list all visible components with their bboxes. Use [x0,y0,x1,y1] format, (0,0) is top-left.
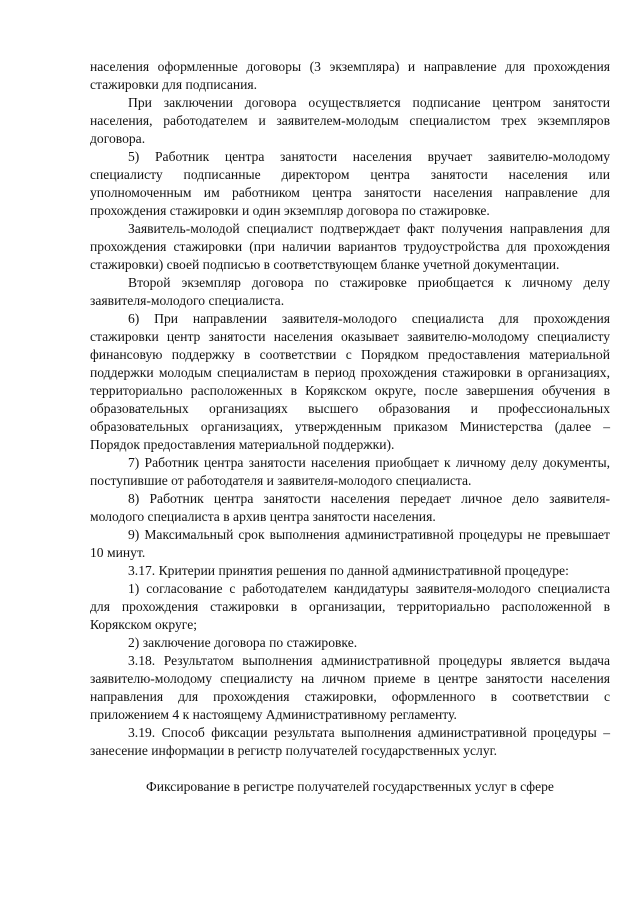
paragraph: 8) Работник центра занятости населения передает личное дело заявителя-молодого специалиста в архив центра занятости населения. [90,491,610,524]
section-heading: Фиксирование в регистре получателей государственных услуг в сфере [146,779,554,794]
paragraph: 7) Работник центра занятости населения приобщает к личному делу документы, поступившие от работодателя и заявителя-молодого специалиста. [90,455,610,488]
paragraph: 9) Максимальный срок выполнения административной процедуры не превышает 10 минут. [90,527,610,560]
paragraph: Второй экземпляр договора по стажировке приобщается к личному делу заявителя-молодого специалиста. [90,275,610,308]
paragraph: 1) согласование с работодателем кандидатуры заявителя-молодого специалиста для прохождения стажировки в организации, территориально расположенной в Корякском округе; [90,581,610,632]
paragraph: 3.17. Критерии принятия решения по данной административной процедуре: [128,563,569,578]
document-body [90,58,610,796]
paragraph: населения оформленные договоры (3 экземпляра) и направление для прохождения стажировки для подписания. [90,59,610,92]
paragraph: При заключении договора осуществляется подписание центром занятости населения, работодателем и заявителем-молодым специалистом трех экземпляров договора. [90,95,610,146]
paragraph: 6) При направлении заявителя-молодого специалиста для прохождения стажировки центр занятости населения оказывает заявителю-молодому специалисту финансовую поддержку в соответствии с Порядком предоставления материальной поддержки молодым специалистам в период прохождения стажировки в организациях, территориально расположенных в Корякском округе, после завершения обучения в образовательных организациях высшего образования и профессиональных образовательных организациях, утвержденным приказом Министерства (далее – Порядок предоставления материальной поддержки). [90,311,610,452]
paragraph: Заявитель-молодой специалист подтверждает факт получения направления для прохождения стажировки (при наличии вариантов трудоустройства для прохождения стажировки) своей подписью в соответствующем бланке учетной документации. [90,221,610,272]
paragraph: 2) заключение договора по стажировке. [128,635,358,650]
paragraph: 5) Работник центра занятости населения вручает заявителю-молодому специалисту подписанные директором центра занятости населения или уполномоченным им работником центра занятости населения направление для прохождения стажировки и один экземпляр договора по стажировке. [90,149,610,218]
paragraph: 3.19. Способ фиксации результата выполнения административной процедуры – занесение информации в регистр получателей государственных услуг. [90,725,610,758]
paragraph: 3.18. Результатом выполнения административной процедуры является выдача заявителю-молодому специалисту на личном приеме в центре занятости населения направления для прохождения стажировки, оформленного в соответствии с приложением 4 к настоящему Административному регламенту. [90,653,610,722]
